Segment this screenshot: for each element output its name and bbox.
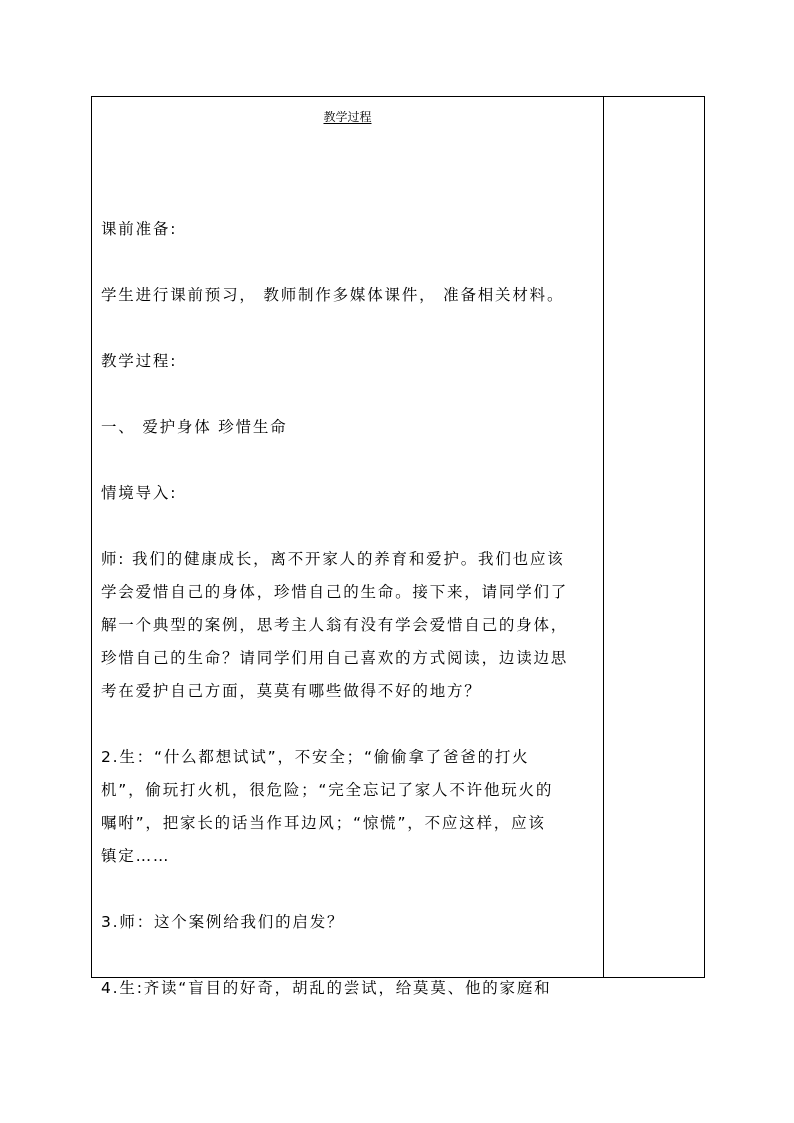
text-line: 嘱咐”，把家长的话当作耳边风；“惊慌”，不应这样，应该	[101, 814, 546, 832]
text-line: 情境导入:	[101, 484, 178, 502]
paragraph-preparation-heading	[101, 213, 599, 246]
paragraph-section-one-heading	[101, 411, 599, 444]
text-line: 课前准备:	[101, 220, 178, 238]
notes-column	[604, 97, 704, 977]
text-line: 4.生:齐读“盲目的好奇，胡乱的尝试，给莫莫、他的家庭和	[101, 979, 552, 997]
text-line: 师: 我们的健康成长，离不开家人的养育和爱护。我们也应该	[101, 550, 565, 568]
paragraph-scenario-intro	[101, 477, 599, 510]
teaching-process-cell	[92, 97, 603, 997]
text-line: 珍惜自己的生命？请同学们用自己喜欢的方式阅读，边读边思	[101, 649, 569, 667]
text-line: 教学过程:	[101, 352, 178, 370]
text-line: 3.师：这个案例给我们的启发？	[101, 913, 345, 931]
text-line: 一、 爱护身体 珍惜生命	[101, 418, 288, 436]
section-header	[92, 109, 603, 125]
section-header-text: 教学过程	[323, 110, 372, 124]
text-line: 镇定……	[101, 847, 171, 865]
text-line: 2.生：“什么都想试试”，不安全；“偷偷拿了爸爸的打火	[101, 748, 530, 766]
paragraph-process-heading	[101, 345, 599, 378]
text-line: 机”，偷玩打火机，很危险；“完全忘记了家人不许他玩火的	[101, 781, 554, 799]
paragraph-teacher-question	[101, 906, 599, 939]
lesson-content	[101, 213, 599, 1005]
paragraph-student-response	[101, 741, 599, 873]
paragraph-preparation-detail	[101, 279, 599, 312]
paragraph-student-reading	[101, 972, 599, 1005]
paragraph-teacher-prompt	[101, 543, 599, 708]
text-line: 学会爱惜自己的身体，珍惜自己的生命。接下来，请同学们了	[101, 583, 569, 601]
text-line: 解一个典型的案例，思考主人翁有没有学会爱惜自己的身体，	[101, 616, 569, 634]
text-line: 考在爱护自己方面，莫莫有哪些做得不好的地方？	[101, 682, 482, 700]
text-line: 学生进行课前预习， 教师制作多媒体课件， 准备相关材料。	[101, 286, 565, 304]
lesson-plan-table	[91, 96, 705, 997]
